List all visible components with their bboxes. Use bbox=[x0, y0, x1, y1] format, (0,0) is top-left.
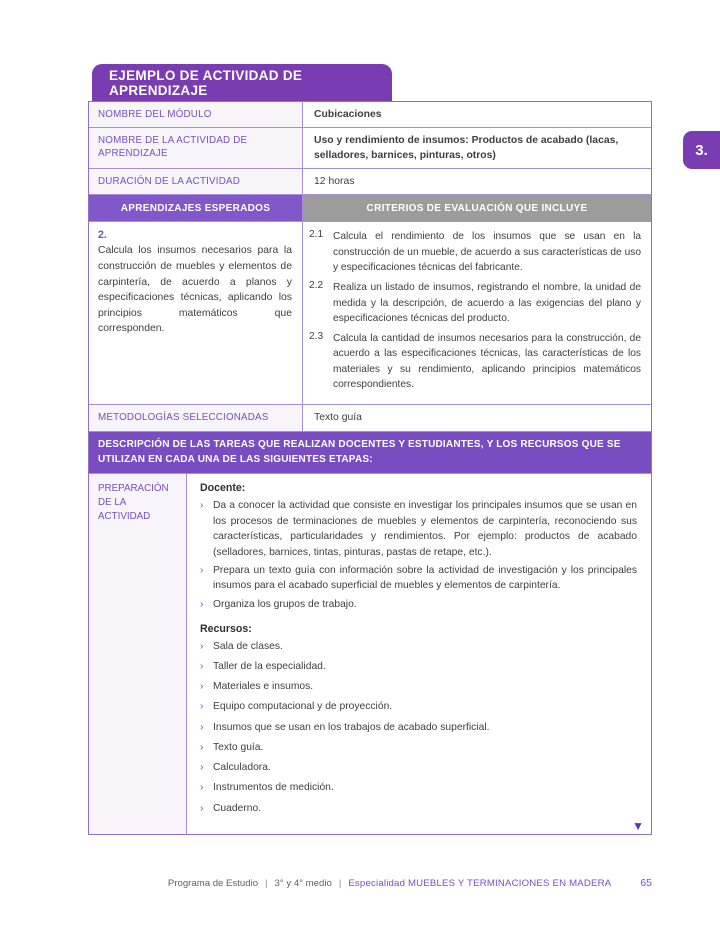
page-footer bbox=[88, 877, 652, 889]
expected-learning-header: APRENDIZAJES ESPERADOS bbox=[89, 195, 303, 221]
recursos-item-text: Sala de clases. bbox=[213, 640, 283, 652]
recursos-item-text: Texto guía. bbox=[213, 741, 264, 753]
bullet-icon: › bbox=[200, 761, 204, 774]
docente-item-text: Prepara un texto guía con información sobre la actividad de investigación y los principales insumos para el acabado superficial de muebles y elementos de carpintería. bbox=[213, 565, 637, 592]
recursos-item-text: Taller de la especialidad. bbox=[213, 660, 326, 672]
footer-separator: | bbox=[265, 877, 268, 889]
duration-label: DURACIÓN DE LA ACTIVIDAD bbox=[89, 169, 303, 194]
recursos-item-text: Instrumentos de medición. bbox=[213, 782, 334, 794]
list-item bbox=[200, 740, 637, 756]
criteria-number: 2.3 bbox=[309, 331, 324, 343]
criteria-item bbox=[309, 280, 641, 326]
page-number: 65 bbox=[640, 877, 652, 889]
list-item bbox=[200, 780, 637, 796]
continuation-arrow-icon: ▼ bbox=[632, 819, 644, 834]
list-item bbox=[200, 563, 637, 594]
module-value: Cubicaciones bbox=[314, 109, 382, 120]
bullet-icon: › bbox=[200, 781, 204, 794]
list-item bbox=[200, 699, 637, 715]
list-item bbox=[200, 597, 637, 613]
page-title: EJEMPLO DE ACTIVIDAD DE APRENDIZAJE bbox=[109, 67, 303, 98]
module-label: NOMBRE DEL MÓDULO bbox=[89, 102, 303, 127]
bullet-icon: › bbox=[200, 720, 204, 733]
preparation-label: PREPARACIÓN DE LA ACTIVIDAD bbox=[89, 474, 187, 834]
description-banner: DESCRIPCIÓN DE LAS TAREAS QUE REALIZAN DOCENTES Y ESTUDIANTES, Y LOS RECURSOS QUE SE UTILIZAN EN CADA UNA DE LAS SIGUIENTES ETAPAS: bbox=[89, 432, 651, 474]
table-row-module bbox=[89, 102, 651, 128]
chapter-side-tab bbox=[683, 131, 720, 169]
bullet-icon: › bbox=[200, 499, 204, 512]
bullet-icon: › bbox=[200, 659, 204, 672]
document-title-tab bbox=[92, 64, 392, 101]
criteria-list bbox=[309, 229, 641, 392]
expected-learning-text: Calcula los insumos necesarios para la construcción de muebles y elementos de carpintería, de acuerdo a planos y especificaciones técnicas, aplicando los principios matemáticos que corresponden. bbox=[98, 245, 292, 335]
activity-document bbox=[88, 64, 652, 835]
methodology-value: Texto guía bbox=[314, 412, 362, 424]
expected-learning-cell bbox=[89, 222, 303, 404]
methodology-label: METODOLOGÍAS SELECCIONADAS bbox=[89, 405, 303, 431]
table-row-activity-name bbox=[89, 128, 651, 169]
activity-name-value: Uso y rendimiento de insumos: Productos de acabado (lacas, selladores, barnices, pinturas, otros) bbox=[314, 135, 619, 162]
list-item bbox=[200, 760, 637, 776]
criteria-number: 2.1 bbox=[309, 229, 324, 241]
docente-list bbox=[200, 498, 637, 612]
duration-value: 12 horas bbox=[314, 176, 355, 188]
evaluation-criteria-header: CRITERIOS DE EVALUACIÓN QUE INCLUYE bbox=[303, 195, 651, 221]
bullet-icon: › bbox=[200, 639, 204, 652]
recursos-item-text: Materiales e insumos. bbox=[213, 681, 314, 693]
table-header-row bbox=[89, 195, 651, 222]
recursos-item-text: Insumos que se usan en los trabajos de acabado superficial. bbox=[213, 721, 490, 733]
bullet-icon: › bbox=[200, 597, 204, 610]
criteria-text: Realiza un listado de insumos, registrando el nombre, la unidad de medida y la descripción, de acuerdo a las exigencias del plano y especificaciones técnicas del producto. bbox=[333, 282, 641, 324]
criteria-number: 2.2 bbox=[309, 280, 324, 292]
table-row-duration bbox=[89, 169, 651, 195]
criteria-item bbox=[309, 331, 641, 392]
bullet-icon: › bbox=[200, 740, 204, 753]
footer-program: Programa de Estudio bbox=[167, 877, 259, 889]
docente-heading: Docente: bbox=[200, 482, 246, 495]
recursos-item-text: Equipo computacional y de proyección. bbox=[213, 701, 393, 713]
preparation-body bbox=[187, 474, 651, 834]
bullet-icon: › bbox=[200, 801, 204, 814]
footer-breadcrumb bbox=[168, 877, 652, 889]
list-item bbox=[200, 498, 637, 560]
list-item bbox=[200, 720, 637, 736]
criteria-text: Calcula el rendimiento de los insumos que se usan en la construcción de un mueble, de acuerdo a sus características de uso y especificaciones técnicas del fabricante. bbox=[333, 231, 641, 273]
docente-item-text: Da a conocer la actividad que consiste en investigar los principales insumos que se usan en los procesos de terminaciones de muebles y elementos de carpintería, reconociendo sus características, particularidades y rendimientos. Por ejemplo: productos de acabado (selladores, barnices, tintas, pinturas, pastas de retape, etc.). bbox=[213, 500, 637, 558]
activity-name-label: NOMBRE DE LA ACTIVIDAD DE APRENDIZAJE bbox=[89, 128, 303, 168]
footer-specialty: Especialidad MUEBLES Y TERMINACIONES EN MADERA bbox=[348, 877, 612, 889]
bullet-icon: › bbox=[200, 700, 204, 713]
chapter-number: 3. bbox=[695, 141, 708, 159]
learning-content-row bbox=[89, 222, 651, 405]
preparation-row bbox=[89, 474, 651, 834]
activity-table bbox=[88, 101, 652, 835]
list-item bbox=[200, 659, 637, 675]
criteria-item bbox=[309, 229, 641, 275]
list-item bbox=[200, 639, 637, 655]
expected-learning-number: 2. bbox=[98, 229, 107, 242]
bullet-icon: › bbox=[200, 680, 204, 693]
bullet-icon: › bbox=[200, 564, 204, 577]
footer-grade: 3° y 4° medio bbox=[274, 877, 332, 889]
table-row-methodology bbox=[89, 405, 651, 432]
recursos-item-text: Calculadora. bbox=[213, 762, 271, 774]
footer-separator: | bbox=[338, 877, 342, 889]
criteria-text: Calcula la cantidad de insumos necesarios para la construcción, de acuerdo a las especificaciones técnicas, las características de los materiales y su rendimiento, aplicando principios matemáticos correspondientes. bbox=[333, 333, 641, 390]
recursos-item-text: Cuaderno. bbox=[213, 802, 262, 814]
list-item bbox=[200, 801, 637, 817]
docente-item-text: Organiza los grupos de trabajo. bbox=[213, 598, 357, 610]
list-item bbox=[200, 679, 637, 695]
recursos-list bbox=[200, 639, 637, 817]
recursos-heading: Recursos: bbox=[200, 622, 252, 635]
criteria-cell bbox=[303, 222, 651, 404]
